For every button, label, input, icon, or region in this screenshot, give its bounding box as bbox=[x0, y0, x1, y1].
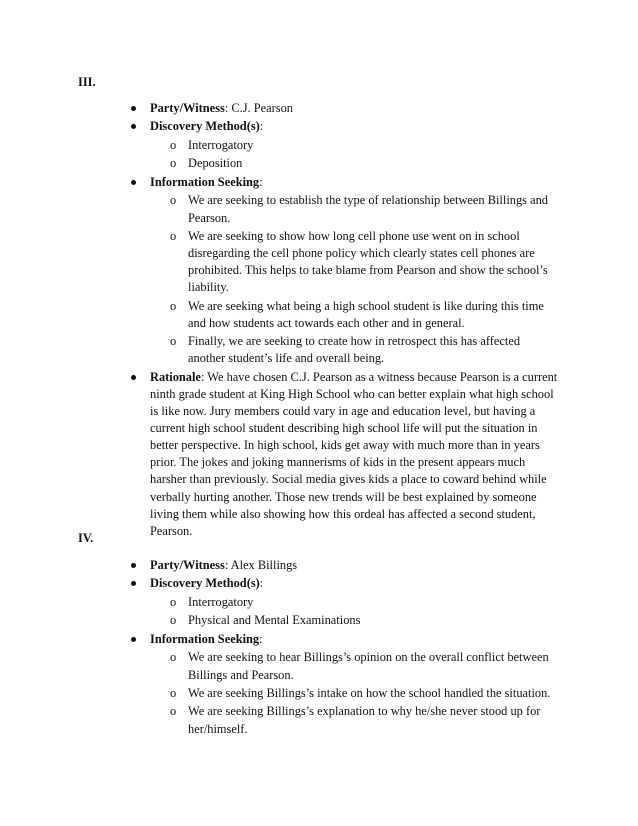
party-witness-label: Party/Witness bbox=[150, 101, 225, 115]
rationale-item: Rationale: We have chosen C.J. Pearson as a witness because Pearson is a current ninth grade student at King High School who can better explain what high school is like now. Jury members could vary in age and education level, but having a current high school student describing high school life will put the situation in better perspective. In high school, kids get away with much more than in years prior. The jokes and joking mannerisms of kids in the present appears much harsher than previously. Social media gives kids a place to coward behind while verbally hurting another. Those new trends will be best explained by someone living them while also showing how this ordeal has affected a second student, Pearson. bbox=[0, 369, 560, 540]
circle-bullet-icon: o bbox=[170, 704, 177, 719]
circle-bullet-icon: o bbox=[170, 594, 177, 609]
information-seeking-list bbox=[150, 192, 560, 367]
discovery-method-list bbox=[150, 137, 560, 173]
bullet-icon bbox=[131, 375, 136, 380]
bullet-icon bbox=[131, 563, 136, 568]
list-item: o We are seeking Billings’s explanation to why he/she never stood up for her/himself. bbox=[170, 704, 541, 736]
circle-bullet-icon: o bbox=[170, 613, 177, 628]
party-witness-value: C.J. Pearson bbox=[231, 101, 293, 115]
circle-bullet-icon: o bbox=[170, 137, 177, 152]
party-witness-item: Party/Witness: C.J. Pearson bbox=[0, 100, 560, 117]
list-item: o Physical and Mental Examinations bbox=[188, 612, 560, 629]
circle-bullet-icon: o bbox=[170, 334, 177, 349]
discovery-method-item: Discovery Method(s): o Interrogatory o Deposition bbox=[0, 118, 560, 172]
bullet-icon bbox=[131, 124, 136, 129]
circle-bullet-icon: o bbox=[170, 650, 177, 665]
list-item: o We are seeking to show how long cell phone use went on in school disregarding the cell phone policy which clearly states cell phones are prohibited. This helps to take blame from Pearson and show the school’s liability. bbox=[170, 229, 548, 295]
list-item: o Finally, we are seeking to create how in retrospect this has affected another student’s life and overall being. bbox=[170, 334, 521, 366]
information-seeking-label: Information Seeking bbox=[150, 631, 260, 646]
discovery-method-label: Discovery Method(s) bbox=[150, 576, 260, 591]
list-item: o We are seeking to establish the type of relationship between Billings and Pearson. bbox=[170, 193, 548, 225]
bullet-icon bbox=[131, 581, 136, 586]
information-seeking-item: Information Seeking: o We are seeking to hear Billings’s opinion on the overall conflict between Billings and Pearson. o We are seeking Billings’s intake on how the school handled the situation. o We are seeking Billings’s explanation to why he/she never stood up for her/himself. bbox=[0, 631, 560, 738]
bullet-icon bbox=[131, 180, 136, 185]
list-item: o We are seeking Billings’s intake on how the school handled the situation. bbox=[188, 685, 560, 702]
list-item: o Deposition bbox=[188, 155, 560, 172]
bullet-icon bbox=[131, 106, 136, 111]
information-seeking-item: Information Seeking: o We are seeking to establish the type of relationship between Billings and Pearson. o We are seeking to show how long cell phone use went on in school disregarding the cell phone policy which clearly states cell phones are prohibited. This helps to take blame from Pearson and show the school’s liability. o We are seeking what being a high school student is like during this time and how students act towards each other and in general. o Finally, we are seeking to create how in retrospect this has affected another student’s life and overall being. bbox=[0, 174, 560, 368]
circle-bullet-icon: o bbox=[170, 686, 177, 700]
circle-bullet-icon: o bbox=[170, 229, 177, 243]
party-witness-label: Party/Witness bbox=[150, 558, 225, 572]
list-item: o Interrogatory bbox=[188, 594, 560, 611]
section-iv-list bbox=[0, 557, 638, 739]
list-item: o We are seeking what being a high school student is like during this time and how students act towards each other and in general. bbox=[170, 298, 544, 330]
party-witness-value: Alex Billings bbox=[230, 558, 298, 572]
discovery-method-item: Discovery Method(s): o Interrogatory o Physical and Mental Examinations bbox=[0, 575, 560, 629]
bullet-icon bbox=[131, 637, 136, 642]
information-seeking-label: Information Seeking bbox=[150, 174, 260, 189]
discovery-method-label: Discovery Method(s) bbox=[150, 119, 260, 134]
party-witness-item: Party/Witness: Alex Billings bbox=[0, 557, 560, 574]
circle-bullet-icon: o bbox=[170, 298, 177, 313]
discovery-method-list bbox=[150, 594, 560, 630]
circle-bullet-icon: o bbox=[170, 156, 177, 171]
circle-bullet-icon: o bbox=[170, 193, 177, 208]
section-heading-iv: IV. bbox=[78, 531, 94, 545]
rationale-label: Rationale bbox=[150, 369, 201, 384]
list-item: o We are seeking to hear Billings’s opinion on the overall conflict between Billings and Pearson. bbox=[170, 650, 549, 682]
information-seeking-list bbox=[150, 649, 560, 737]
section-iii-list bbox=[0, 100, 638, 541]
list-item: o Interrogatory bbox=[188, 137, 560, 154]
section-heading-iii: III. bbox=[78, 75, 96, 89]
rationale-text: We have chosen C.J. Pearson as a witness because Pearson is a current ninth grade student at King High School who can better explain what high school is like now. Jury members could vary in age and education level, but having a current high school student describing high school life will put the situation in better perspective. In high school, kids get away with much more than in years prior. The jokes and joking mannerisms of kids in the present appears much harsher than previously. Social media gives kids a place to coward behind while verbally hurting another. Those new trends will be best explained by someone living them while also showing how this ordeal has affected a second student, Pearson. bbox=[150, 369, 558, 538]
